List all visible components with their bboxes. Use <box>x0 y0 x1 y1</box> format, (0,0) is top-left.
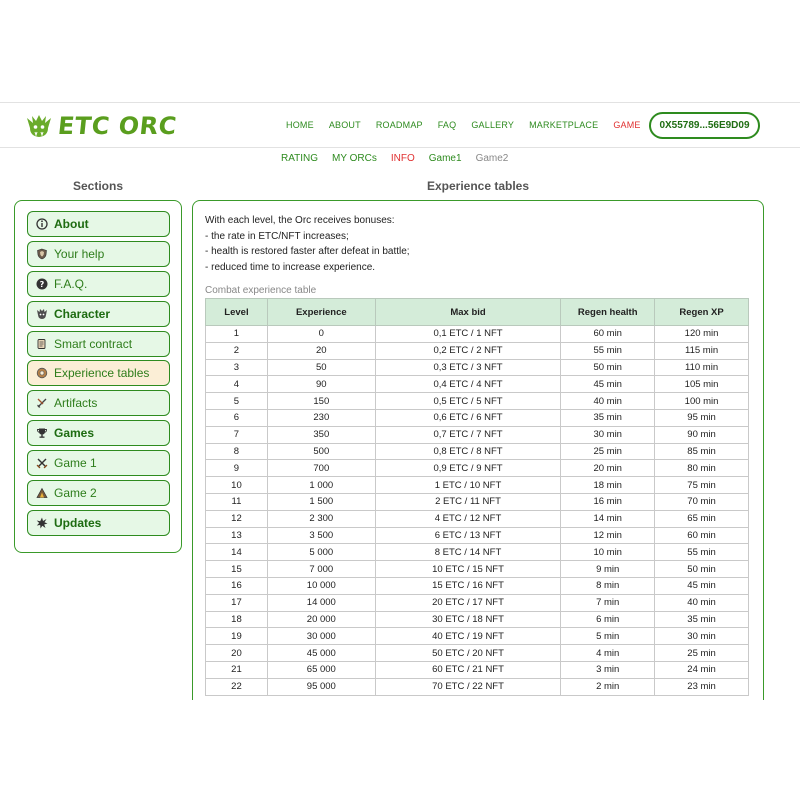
sidebar-item-label: Artifacts <box>54 396 98 411</box>
table-cell: 2 min <box>561 678 655 695</box>
table-cell: 115 min <box>655 342 749 359</box>
sidebar-item-game-1[interactable] <box>27 450 170 476</box>
table-cell: 45 min <box>655 577 749 594</box>
table-cell: 50 <box>267 359 375 376</box>
table-cell: 105 min <box>655 376 749 393</box>
table-cell: 35 min <box>561 409 655 426</box>
intro-line: - the rate in ETC/NFT increases; <box>205 230 349 242</box>
table-cell: 30 min <box>561 426 655 443</box>
table-cell: 50 min <box>561 359 655 376</box>
sidebar-item-label: Updates <box>54 515 102 530</box>
table-cell: 95 000 <box>267 678 375 695</box>
table-cell: 0,7 ETC / 7 NFT <box>375 426 561 443</box>
table-cell: 7 000 <box>267 561 375 578</box>
table-cell: 12 min <box>561 527 655 544</box>
table-cell: 0,6 ETC / 6 NFT <box>375 409 561 426</box>
table-cell: 6 ETC / 13 NFT <box>375 527 561 544</box>
intro-line: - health is restored faster after defeat in battle; <box>205 246 410 257</box>
table-cell: 65 000 <box>267 661 375 678</box>
table-cell: 0,9 ETC / 9 NFT <box>375 460 561 477</box>
nav-link-marketplace[interactable]: MARKETPLACE <box>529 120 599 130</box>
table-cell: 9 min <box>561 561 655 578</box>
sidebar-item-label: Game 2 <box>54 486 97 501</box>
table-cell: 60 min <box>655 527 749 544</box>
scroll-icon <box>36 338 48 350</box>
table-cell: 45 min <box>561 376 655 393</box>
table-cell: 80 min <box>655 460 749 477</box>
orc-logo-icon <box>24 112 54 140</box>
table-cell: 5 000 <box>267 544 375 561</box>
table-cell: 14 <box>206 544 268 561</box>
table-row <box>206 359 749 376</box>
sidebar-item-games[interactable] <box>27 420 170 446</box>
table-row <box>206 611 749 628</box>
table-cell: 20 000 <box>267 611 375 628</box>
table-row <box>206 594 749 611</box>
table-cell: 2 <box>206 342 268 359</box>
nav-link-gallery[interactable]: GALLERY <box>471 120 515 130</box>
sidebar-item-about[interactable] <box>27 211 170 237</box>
table-cell: 18 min <box>561 477 655 494</box>
top-navigation-bar <box>0 102 800 148</box>
table-cell: 70 min <box>655 493 749 510</box>
table-cell: 90 <box>267 376 375 393</box>
table-row <box>206 376 749 393</box>
table-cell: 12 <box>206 510 268 527</box>
table-cell: 13 <box>206 527 268 544</box>
table-cell: 50 min <box>655 561 749 578</box>
table-cell: 0,2 ETC / 2 NFT <box>375 342 561 359</box>
table-cell: 20 <box>267 342 375 359</box>
nav-link-faq[interactable]: FAQ <box>437 120 457 130</box>
sidebar-item-label: Experience tables <box>54 366 150 381</box>
table-cell: 10 000 <box>267 577 375 594</box>
table-cell: 24 min <box>655 661 749 678</box>
sidebar-item-game-2[interactable] <box>27 480 170 506</box>
table-cell: 19 <box>206 628 268 645</box>
table-cell: 8 min <box>561 577 655 594</box>
crossed-swords-icon <box>36 457 48 469</box>
table-cell: 30 min <box>655 628 749 645</box>
table-cell: 7 <box>206 426 268 443</box>
table-cell: 65 min <box>655 510 749 527</box>
table-row <box>206 460 749 477</box>
table-cell: 55 min <box>561 342 655 359</box>
table-cell: 95 min <box>655 409 749 426</box>
table-row <box>206 678 749 695</box>
table-cell: 110 min <box>655 359 749 376</box>
wallet-address-button[interactable]: 0X55789...56E9D09 <box>649 112 760 139</box>
table-cell: 30 ETC / 18 NFT <box>375 611 561 628</box>
table-cell: 25 min <box>561 443 655 460</box>
table-cell: 3 min <box>561 661 655 678</box>
page-title: Experience tables <box>426 179 530 193</box>
table-cell: 75 min <box>655 477 749 494</box>
table-cell: 0,4 ETC / 4 NFT <box>375 376 561 393</box>
table-cell: 500 <box>267 443 375 460</box>
table-row <box>206 527 749 544</box>
subnav-link-game2[interactable]: Game2 <box>475 153 509 164</box>
svg-text:?: ? <box>39 279 45 289</box>
table-cell: 100 min <box>655 393 749 410</box>
table-cell: 25 min <box>655 645 749 662</box>
table-cell: 10 <box>206 477 268 494</box>
question-icon <box>36 278 48 290</box>
table-cell: 1 000 <box>267 477 375 494</box>
table-cell: 0,5 ETC / 5 NFT <box>375 393 561 410</box>
table-row <box>206 544 749 561</box>
sidebar-item-experience-tables[interactable] <box>27 360 170 386</box>
table-cell: 8 <box>206 443 268 460</box>
nav-link-about[interactable]: ABOUT <box>328 120 361 130</box>
subnav-link-info[interactable]: INFO <box>390 153 415 164</box>
column-header-regen-xp: Regen XP <box>655 299 749 326</box>
table-cell: 11 <box>206 493 268 510</box>
column-header-max-bid: Max bid <box>375 299 561 326</box>
table-row <box>206 561 749 578</box>
table-cell: 9 <box>206 460 268 477</box>
intro-line: With each level, the Orc receives bonuses: <box>205 215 395 226</box>
table-cell: 60 ETC / 21 NFT <box>375 661 561 678</box>
table-row <box>206 577 749 594</box>
table-header-row <box>206 299 749 326</box>
column-header-level: Level <box>206 299 268 326</box>
trophy-icon <box>36 427 48 439</box>
nav-link-game[interactable]: GAME <box>613 120 641 130</box>
intro-line: - reduced time to increase experience. <box>205 261 376 273</box>
experience-table <box>205 298 749 696</box>
table-row <box>206 477 749 494</box>
table-cell: 120 min <box>655 326 749 343</box>
nav-link-roadmap[interactable]: ROADMAP <box>375 120 423 130</box>
table-cell: 17 <box>206 594 268 611</box>
table-cell: 1 ETC / 10 NFT <box>375 477 561 494</box>
table-cell: 8 ETC / 14 NFT <box>375 544 561 561</box>
table-cell: 30 000 <box>267 628 375 645</box>
table-cell: 3 <box>206 359 268 376</box>
table-cell: 0,1 ETC / 1 NFT <box>375 326 561 343</box>
table-cell: 40 min <box>655 594 749 611</box>
table-cell: 0,8 ETC / 8 NFT <box>375 443 561 460</box>
table-cell: 350 <box>267 426 375 443</box>
table-row <box>206 409 749 426</box>
table-row <box>206 443 749 460</box>
table-cell: 15 <box>206 561 268 578</box>
table-cell: 1 500 <box>267 493 375 510</box>
table-cell: 700 <box>267 460 375 477</box>
table-cell: 35 min <box>655 611 749 628</box>
table-cell: 0,3 ETC / 3 NFT <box>375 359 561 376</box>
table-row <box>206 342 749 359</box>
subnav-link-my-orcs[interactable]: MY ORCs <box>332 153 377 164</box>
table-cell: 10 ETC / 15 NFT <box>375 561 561 578</box>
sidebar-item-smart-contract[interactable] <box>27 331 170 357</box>
table-cell: 22 <box>206 678 268 695</box>
table-caption: Combat experience table <box>205 285 317 296</box>
sidebar-item-f-a-q[interactable] <box>27 271 170 297</box>
table-cell: 45 000 <box>267 645 375 662</box>
table-cell: 70 ETC / 22 NFT <box>375 678 561 695</box>
table-row <box>206 393 749 410</box>
shield-icon <box>36 248 48 260</box>
table-cell: 15 ETC / 16 NFT <box>375 577 561 594</box>
table-cell: 20 <box>206 645 268 662</box>
table-cell: 14 000 <box>267 594 375 611</box>
table-cell: 2 300 <box>267 510 375 527</box>
sidebar-item-label: Game 1 <box>54 456 97 471</box>
table-cell: 5 <box>206 393 268 410</box>
sidebar-item-label: F.A.Q. <box>54 276 88 291</box>
table-cell: 230 <box>267 409 375 426</box>
table-cell: 40 min <box>561 393 655 410</box>
sidebar-item-label: Character <box>54 306 111 321</box>
column-header-regen-health: Regen health <box>561 299 655 326</box>
content-panel <box>192 200 764 700</box>
sidebar-item-updates[interactable] <box>27 510 170 536</box>
table-cell: 4 min <box>561 645 655 662</box>
table-cell: 5 min <box>561 628 655 645</box>
table-cell: 21 <box>206 661 268 678</box>
table-cell: 1 <box>206 326 268 343</box>
camp-icon <box>36 487 48 499</box>
sidebar-item-character[interactable] <box>27 301 170 327</box>
sections-sidebar <box>14 200 182 553</box>
gear-icon <box>36 367 48 379</box>
intro-text <box>205 213 410 275</box>
table-cell: 85 min <box>655 443 749 460</box>
table-cell: 20 ETC / 17 NFT <box>375 594 561 611</box>
column-header-experience: Experience <box>267 299 375 326</box>
table-cell: 4 <box>206 376 268 393</box>
table-row <box>206 426 749 443</box>
main-nav <box>286 120 656 130</box>
nav-link-home[interactable]: HOME <box>286 120 314 130</box>
table-cell: 150 <box>267 393 375 410</box>
table-cell: 55 min <box>655 544 749 561</box>
table-cell: 50 ETC / 20 NFT <box>375 645 561 662</box>
sidebar-item-your-help[interactable] <box>27 241 170 267</box>
table-cell: 90 min <box>655 426 749 443</box>
table-cell: 10 min <box>561 544 655 561</box>
swords-icon <box>36 397 48 409</box>
table-cell: 6 min <box>561 611 655 628</box>
subnav-link-rating[interactable]: RATING <box>281 153 319 164</box>
table-cell: 4 ETC / 12 NFT <box>375 510 561 527</box>
sidebar-item-label: Games <box>54 426 95 441</box>
table-row <box>206 645 749 662</box>
brand-name: ETC ORC <box>56 112 179 140</box>
table-row <box>206 326 749 343</box>
table-cell: 16 <box>206 577 268 594</box>
table-cell: 16 min <box>561 493 655 510</box>
table-cell: 0 <box>267 326 375 343</box>
table-row <box>206 661 749 678</box>
table-cell: 7 min <box>561 594 655 611</box>
info-icon <box>36 218 48 230</box>
table-cell: 2 ETC / 11 NFT <box>375 493 561 510</box>
sidebar-title: Sections <box>72 179 123 193</box>
table-cell: 18 <box>206 611 268 628</box>
table-row <box>206 493 749 510</box>
table-row <box>206 628 749 645</box>
table-cell: 14 min <box>561 510 655 527</box>
sidebar-item-artifacts[interactable] <box>27 390 170 416</box>
subnav-link-game1[interactable]: Game1 <box>428 153 462 164</box>
sidebar-item-label: About <box>54 217 89 231</box>
sidebar-item-label: Smart contract <box>54 336 133 351</box>
table-cell: 23 min <box>655 678 749 695</box>
burst-icon <box>36 517 48 529</box>
brand-logo[interactable] <box>24 111 177 141</box>
orc-icon <box>36 308 48 320</box>
table-row <box>206 510 749 527</box>
table-cell: 3 500 <box>267 527 375 544</box>
sidebar-item-label: Your help <box>54 246 105 261</box>
table-cell: 40 ETC / 19 NFT <box>375 628 561 645</box>
table-cell: 20 min <box>561 460 655 477</box>
sub-nav <box>281 153 522 164</box>
table-cell: 6 <box>206 409 268 426</box>
table-cell: 60 min <box>561 326 655 343</box>
